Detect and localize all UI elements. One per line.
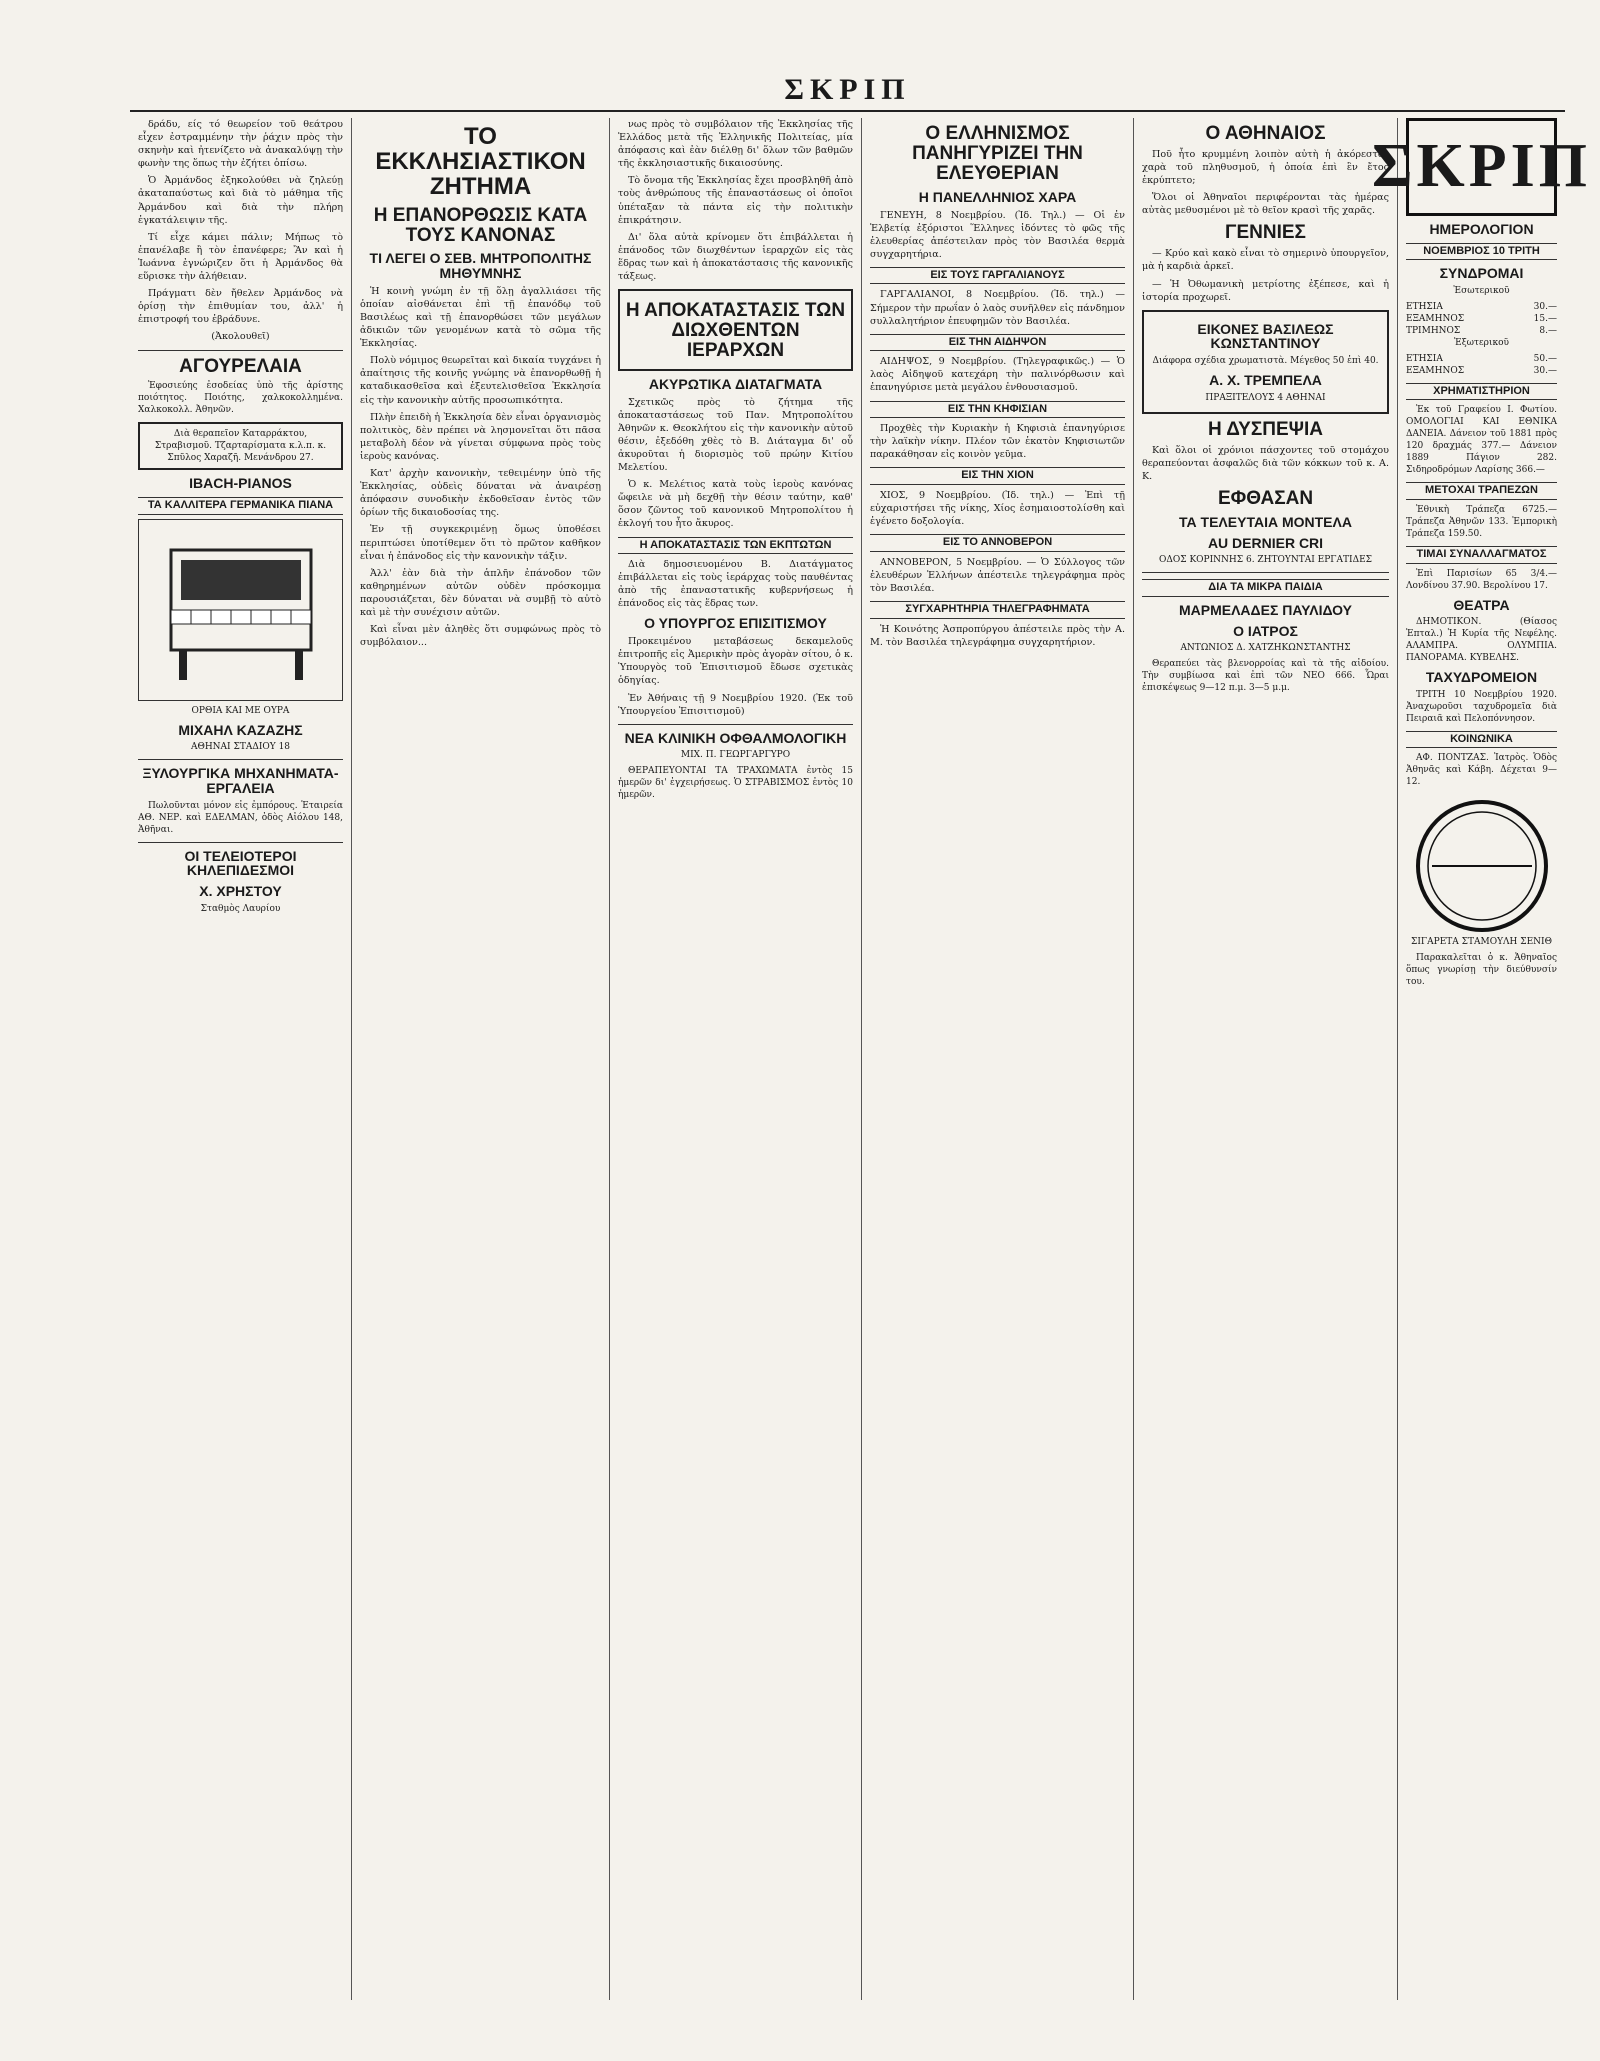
article-text: ΑΙΔΗΨΟΣ, 9 Νοεμβρίου. (Τηλεγραφικῶς.) — Ὁ λαὸς Αἰδηψοῦ κατεχάρη τὴν παλινόρθωσιν καὶ ἐπανηγύρισε μετὰ μεγάλου ἐνθουσιασμοῦ. xyxy=(870,356,1125,394)
ad-name: Χ. ΧΡΗΣΤΟΥ xyxy=(199,883,282,900)
ad-title: Η ΔΥΣΠΕΨΙΑ xyxy=(1207,418,1324,440)
logo-text: ΣΚΡΙΠ xyxy=(1372,132,1591,201)
article-text: Πράγματι δὲν ἤθελεν Ἀρμάνδος νὰ ὁρίσῃ τὴν ἐπιθυμίαν του, ἀλλ' ἡ ἐπιστροφή του ἐβράδυνε. xyxy=(138,288,343,326)
section-heading: ΓΕΝΝΙΕΣ xyxy=(1225,222,1306,244)
section-heading: Η ΑΠΟΚΑΤΑΣΤΑΣΙΣ ΤΩΝ ΕΚΠΤΩΤΩΝ xyxy=(618,537,853,555)
section-heading: ΕΙΣ ΤΗΝ ΧΙΟΝ xyxy=(870,467,1125,485)
headline: Ο ΑΘΗΝΑΙΟΣ xyxy=(1205,123,1326,144)
article-text: Διὰ δημοσιευομένου Β. Διατάγματος ἐπιβάλλεται εἰς τοὺς ἱεράρχας τοὺς παυθέντας ἀπὸ τῆς ἐπαναστατικῆς κυβερνήσεως ἡ ἐπάνοδος εἰς τὰς ἕδρας των. xyxy=(618,559,853,610)
headline: Ο ΕΛΛΗΝΙΣΜΟΣ ΠΑΝΗΓΥΡΙΖΕΙ ΤΗΝ ΕΛΕΥΘΕΡΙΑΝ xyxy=(912,123,1083,184)
ad-title: ΑΓΟΥΡΕΛΑΙΑ xyxy=(179,355,302,377)
headline: Η ΑΠΟΚΑΤΑΣΤΑΣΙΣ ΤΩΝ ΔΙΩΧΘΕΝΤΩΝ ΙΕΡΑΡΧΩΝ xyxy=(625,300,846,361)
ad-address: Σταθμὸς Λαυρίου xyxy=(200,903,281,914)
article-text: Κατ' ἀρχὴν κανονικὴν, τεθειμένην ὑπὸ τῆς Ἐκκλησίας, οὐδεὶς δύναται νὰ ἀναιρέσῃ ἀπόφασιν συνοδικὴν ἐκδοθεῖσαν ἐντὸς τῶν ὁρίων τῆς δικαιοδοσίας της. xyxy=(360,468,601,519)
ad-address: ΟΔΟΣ ΚΟΡΙΝΝΗΣ 6. ΖΗΤΟΥΝΤΑΙ ΕΡΓΑΤΙΔΕΣ xyxy=(1158,555,1373,566)
column-4 xyxy=(862,118,1134,2000)
ad-box xyxy=(1142,310,1389,414)
ad-address: ΑΘΗΝΑΙ ΣΤΑΔΙΟΥ 18 xyxy=(190,742,291,753)
section-heading: Ο ΥΠΟΥΡΓΟΣ ΕΠΙΣΙΤΙΣΜΟΥ xyxy=(644,615,827,632)
rate-row: ΕΞΑΜΗΝΟΣ 30.— xyxy=(1406,365,1557,376)
ad-title: ΔΙΑ ΤΑ ΜΙΚΡΑ ΠΑΙΔΙΑ xyxy=(1142,579,1389,597)
newspaper-page xyxy=(130,70,1591,2000)
article-text: ΤΡΙΤΗ 10 Νοεμβρίου 1920. Ἀναχωροῦσι ταχυδρομεῖα διὰ Πειραιᾶ καὶ Πελοπόννησον. xyxy=(1406,689,1557,724)
ad-title: Ο ΙΑΤΡΟΣ xyxy=(1233,622,1298,639)
article-text: Ὅλοι οἱ Ἀθηναῖοι περιφέρονται τὰς ἡμέρας αὐτὰς μεθυσμένοι μὲ τὸ θεῖον κρασὶ τῆς χαρᾶς. xyxy=(1142,192,1389,217)
article-text: Καὶ εἶναι μὲν ἀληθὲς ὅτι συμφώνως πρὸς τὸ συμβόλαιον... xyxy=(360,624,601,649)
logo xyxy=(1372,118,1591,216)
article-text: Ἐθνικὴ Τράπεζα 6725.— Τράπεζα Ἀθηνῶν 133. Ἐμπορικὴ Τράπεζα 159.50. xyxy=(1406,505,1557,540)
section-heading: ΘΕΑΤΡΑ xyxy=(1453,596,1510,613)
article-text: Ἡ Κοινότης Ἀσπροπύργου ἀπέστειλε πρὸς τὴν Α. Μ. τὸν Βασιλέα τηλεγράφημα συγχαρητήριον. xyxy=(870,623,1125,648)
rates-domestic xyxy=(1406,301,1557,337)
article-text: δράδυ, είς τό θεωρείον τοῦ θεάτρου εἶχεν ἐστραμμένην τὴν ῥάχιν πρὸς τὴν σκηνὴν καὶ ἠτενίζετο νὰ ἀνακαλύψῃ τὴν φωνὴν της ὅπως τὴν ἐζήτει ὀπίσω. xyxy=(138,119,343,170)
ad-address: ΠΡΑΞΙΤΕΛΟΥΣ 4 ΑΘΗΝΑΙ xyxy=(1205,392,1326,403)
masthead xyxy=(130,70,1565,112)
subheadline: Η ΕΠΑΝΟΡΘΩΣΙΣ ΚΑΤΑ ΤΟΥΣ ΚΑΝΟΝΑΣ xyxy=(373,204,588,246)
column-5 xyxy=(1134,118,1398,2000)
article-text: Προχθὲς τὴν Κυριακὴν ἡ Κηφισιὰ ἐπανηγύρισε τὴν λαϊκὴν νίκην. Πλέον τῶν ἑκατὸν Κηφισιωτῶν παρακάθησαν εἰς κοινὸν γεῦμα. xyxy=(870,423,1125,461)
ad-title: ΕΙΚΟΝΕΣ ΒΑΣΙΛΕΩΣ ΚΩΝΣΤΑΝΤΙΝΟΥ xyxy=(1197,320,1334,352)
ad-title: ΕΦΘΑΣΑΝ xyxy=(1217,488,1314,509)
article-text: Πλὴν ἐπειδὴ ἡ Ἐκκλησία δὲν εἶναι ὀργανισμὸς πολιτικὸς, δὲν πρέπει νὰ λησμονεῖται ὅτι πᾶσα μεταβολὴ δέον νὰ γίνεται σύμφωνα πρὸς τοὺς ἱεροὺς κανόνας. xyxy=(360,411,601,462)
subheadline: Η ΠΑΝΕΛΛΗΝΙΟΣ ΧΑΡΑ xyxy=(918,188,1077,205)
section-heading: ΣΥΓΧΑΡΗΤΗΡΙΑ ΤΗΛΕΓΡΑΦΗΜΑΤΑ xyxy=(870,601,1125,619)
article-text: Ἐκ τοῦ Γραφείου Ι. Φωτίου. ΟΜΟΛΟΓΙΑΙ ΚΑΙ ΕΘΝΙΚΑ ΔΑΝΕΙΑ. Δάνειον τοῦ 1881 πρὸς 120 δραχμάς 377.— Δάνειον 1889 Πάγιον 282. Σιδηροδρόμων Λαρίσης 366.— xyxy=(1406,405,1557,476)
ad-title: ΝΕΑ ΚΛΙΝΙΚΗ ΟΦΘΑΛΜΟΛΟΓΙΚΗ xyxy=(624,729,847,746)
section-heading: ΕΙΣ ΤΗΝ ΑΙΔΗΨΟΝ xyxy=(870,334,1125,352)
article-text: ΑΦ. ΠΟΝΤΖΑΣ. Ἰατρὸς. Ὁδὸς Ἀθηνᾶς καὶ Κάβη. Δέχεται 9—12. xyxy=(1406,753,1557,788)
rate-row: ΕΤΗΣΙΑ 30.— xyxy=(1406,301,1557,312)
section-heading: ΕΙΣ ΤΟΥΣ ΓΑΡΓΑΛΙΑΝΟΥΣ xyxy=(870,267,1125,285)
piano-icon xyxy=(151,530,331,690)
article-text: Ὁ κ. Μελέτιος κατὰ τοὺς ἱεροὺς κανόνας ὤφειλε νὰ μὴ δεχθῇ τὴν θέσιν ταύτην, καθ' ὅσον ζῶντος τοῦ κανονικοῦ Μητροπολίτου ἡ ἐκλογή του ἦτο ἄκυρος. xyxy=(618,479,853,530)
article-text: ΧΙΟΣ, 9 Νοεμβρίου. (Ἰδ. τηλ.) — Ἐπὶ τῇ εὐχαριστήσει τῆς νίκης, Χίος ἐσημαιοστολίσθη καὶ ἐγένετο δοξολογία. xyxy=(870,489,1125,528)
column-3 xyxy=(610,118,862,2000)
ad-subtitle: ΜΑΡΜΕΛΑΔΕΣ ΠΑΥΛΙΔΟΥ xyxy=(1178,601,1353,618)
article-text: Δι' ὅλα αὐτὰ κρίνομεν ὅτι ἐπιβάλλεται ἡ ἐπάνοδος τῶν διωχθέντων ἱεραρχῶν εἰς τὰς ἕδρας των καὶ ἡ ἀποκατάστασις τῆς κανονικῆς τάξεως. xyxy=(618,231,853,283)
ad-title: IBACH-PIANOS xyxy=(189,475,292,492)
article-text: — Ἡ Ὀθωμανικὴ μετρίοτης ἐξέπεσε, καὶ ἡ ἱστορία προχωρεῖ. xyxy=(1142,278,1389,303)
ad-title: ΞΥΛΟΥΡΓΙΚΑ ΜΗΧΑΝΗΜΑΤΑ-ΕΡΓΑΛΕΙΑ xyxy=(142,765,339,797)
ad-subtitle: ΤΑ ΤΕΛΕΥΤΑΙΑ ΜΟΝΤΕΛΑ xyxy=(1179,513,1352,530)
ad-text: Ἐφοσιεύης ἐσοδείας ὑπὸ τῆς ἀρίστης ποιότητος. Ποιότης, χαλκοκολλημένα. Χαλκοκολλ. Ἀθηνῶν. xyxy=(138,381,343,416)
article-text: Τί εἶχε κάμει πάλιν; Μήπως τὸ ἐπανέλαβε ἢ τὸν ἐπανέφερε; Ἂν καὶ ἡ Ἰωάννα ἐγνώριζεν ὅτι ἡ Ἀρμάνδος θὰ εὕρισκε τὴν ἀλήθειαν. xyxy=(138,231,343,283)
ad-text: ΘΕΡΑΠΕΥΟΝΤΑΙ ΤΑ ΤΡΑΧΩΜΑΤΑ ἐντὸς 15 ἡμερῶν δι' ἐγχειρήσεως. Ὁ ΣΤΡΑΒΙΣΜΟΣ ἐντὸς 10 ἡμερῶν. xyxy=(618,766,853,801)
article-text: Πολὺ νόμιμος θεωρεῖται καὶ δικαία τυγχάνει ἡ ἀπαίτησις τῆς κοινῆς γνώμης νὰ ἐπανορθωθῇ ἡ καταδικασθεῖσα καὶ ἐξευτελισθεῖσα Ἐκκλησία εἰς τὴν κανονικὴν αὐτῆς προσωπικότητα. xyxy=(360,355,601,406)
article-text: Τὸ ὄνομα τῆς Ἐκκλησίας ἔχει προσβληθῆ ἀπὸ τοὺς ἀνθρώπους τῆς ἐπαναστάσεως οἱ ὁποῖοι ὑπέταξαν τὰ πάντα εἰς τὴν πολιτικὴν ἐπικράτησιν. xyxy=(618,175,853,226)
article-text: Σχετικῶς πρὸς τὸ ζήτημα τῆς ἀποκαταστάσεως τοῦ Παν. Μητροπολίτου Ἀθηνῶν κ. Θεοκλήτου εἰς τὴν κανονικὴν αὐτοῦ θέσιν, ἐξεδόθη χθὲς τὸ Β. Διάταγμα δι' οὗ ἀκυροῦται ἡ διορισμὸς τοῦ πρώην Κιτίου Μελετίου. xyxy=(618,396,853,474)
subheadline: ΑΚΥΡΩΤΙΚΑ ΔΙΑΤΑΓΜΑΤΑ xyxy=(648,375,823,392)
ad-text: Πωλοῦνται μόνον εἰς ἐμπόρους. Ἑταιρεία ΑΘ. ΝΕΡ. καὶ ΕΔΕΛΜΑΝ, ὁδὸς Αἰόλου 148, Ἀθῆναι. xyxy=(138,800,343,835)
column-1 xyxy=(130,118,352,2000)
article-text: ΓΕΝΕΥΗ, 8 Νοεμβρίου. (Ἰδ. Τηλ.) — Οἱ ἐν Ἑλβετίᾳ ἐξόριστοι Ἕλληνες ἰδόντες τὸ φῶς τῆς ἐλευθερίας ἀπέστειλαν πρὸς τὸν Βασιλέα θερμὰ συγχαρητήρια. xyxy=(870,209,1125,260)
ad-text: Καὶ ὅλοι οἱ χρόνιοι πάσχοντες τοῦ στομάχου θεραπεύονται ἀσφαλῶς διὰ τῶν κόκκων τοῦ κ. Α. Κ. xyxy=(1142,444,1389,482)
article-text: νως πρὸς τὸ συμβόλαιον τῆς Ἐκκλησίας τῆς Ἑλλάδος μετὰ τῆς Ἑλληνικῆς Πολιτείας, μία ἀπόφασις καὶ ἐὰν διέλθῃ δι' ὅλων τῶν βαθμῶν τῆς ἐκκλησιαστικῆς δικαιοσύνης. xyxy=(618,119,853,170)
section-heading: ΕΙΣ ΤΟ ΑΝΝΟΒΕΡΟΝ xyxy=(870,534,1125,552)
section-heading: ΕΙΣ ΤΗΝ ΚΗΦΙΣΙΑΝ xyxy=(870,401,1125,419)
rates-foreign xyxy=(1406,353,1557,377)
column-2 xyxy=(352,118,610,2000)
article-text: Ἐν τῇ συγκεκριμένῃ ὅμως ὑποθέσει περιπτώσει ὑποτίθεμεν ὅτι τὸ πρῶτον καθῆκον εἶναι ἡ ἐπάνοδος εἰς τὴν κανονικὴν τάξιν. xyxy=(360,524,601,562)
section-heading: ΧΡΗΜΑΤΙΣΤΗΡΙΟΝ xyxy=(1406,383,1557,401)
section-heading: ΤΙΜΑΙ ΣΥΝΑΛΛΑΓΜΑΤΟΣ xyxy=(1406,546,1557,564)
section-heading: ΜΕΤΟΧΑΙ ΤΡΑΠΕΖΩΝ xyxy=(1406,482,1557,500)
piano-illustration xyxy=(138,519,343,701)
ad-text: Διὰ θεραπεῖον Καταρράκτου, Στραβισμοῦ. Τζαρταρίσματα κ.λ.π. κ. Σπῦλος Χαραζῆ. Μενάνδρου 27. xyxy=(154,429,327,464)
article-text: ΔΗΜΟΤΙΚΟΝ. (Θίασος Ἑπταλ.) Ἡ Κυρία τῆς Νεφέλης. ΑΛΑΜΠΡΑ. ΟΛΥΜΠΙΑ. ΠΑΝΟΡΑΜΑ. ΚΥΒΕΛΗΣ. xyxy=(1406,617,1557,664)
headline: ΤΟ ΕΚΚΛΗΣΙΑΣΤΙΚΟΝ ΖΗΤΗΜΑ xyxy=(375,123,586,201)
calendar-heading: ΗΜΕΡΟΛΟΓΙΟΝ xyxy=(1429,221,1534,237)
article-text: ΑΝΝΟΒΕΡΟΝ, 5 Νοεμβρίου. — Ὁ Σύλλογος τῶν ἐλευθέρων Ἑλλήνων ἀπέστειλε τηλεγράφημα πρὸς τὸν Βασιλέα. xyxy=(870,556,1125,594)
article-text: Ποῦ ἦτο κρυμμένη λοιπὸν αὐτὴ ἡ ἀκόρεστος χαρὰ τοῦ πληθυσμοῦ, ἡ ὁποία ἐπὶ ἓν ἔτος ἐκρύπτετο; xyxy=(1142,148,1389,187)
article-text: ΓΑΡΓΑΛΙΑΝΟΙ, 8 Νοεμβρίου. (Ἰδ. τηλ.) — Σήμερον τὴν πρωΐαν ὁ λαὸς συνῆλθεν εἰς πάνδημον συλλαλητήριον ἐπευφημῶν τὸν Βασιλέα. xyxy=(870,289,1125,327)
column-6 xyxy=(1372,118,1591,2000)
ad-text: Διάφορα σχέδια χρωματιστὰ. Μέγεθος 50 ἐπὶ 40. xyxy=(1152,356,1379,367)
rate-row: ΤΡΙΜΗΝΟΣ 8.— xyxy=(1406,325,1557,336)
article-text: Προκειμένου μεταβάσεως δεκαμελοῦς ἐπιτροπῆς εἰς Ἀμερικὴν πρὸς ἀγορὰν σίτου, ὁ κ. Ὑπουργὸς τοῦ Ἐπισιτισμοῦ ἔδωσε σχετικὰς ὁδηγίας. xyxy=(618,636,853,687)
ad-name: ΑΝΤΩΝΙΟΣ Δ. ΧΑΤΖΗΚΩΝΣΤΑΝΤΗΣ xyxy=(1180,643,1351,654)
ad-name: ΜΙΧ. Π. ΓΕΩΡΓΑΡΓΥΡΟ xyxy=(680,750,791,761)
ad-subtitle: ΤΑ ΚΑΛΛΙΤΕΡΑ ΓΕΡΜΑΝΙΚΑ ΠΙΑΝΑ xyxy=(138,497,343,515)
stamp-ad xyxy=(1406,796,1557,936)
article-text: Ἀλλ' ἐὰν διὰ τὴν ἁπλῆν ἐπάνοδον τῶν καθηρημένων αὐτῶν οὐδὲν πρόσκομμα παρουσιάζεται, δὲν δύναται νὰ συμβῇ τὸ αὐτὸ καὶ μὲ τὴν συνέχισιν αὐτῶν. xyxy=(360,567,601,618)
ad-name: Α. Χ. ΤΡΕΜΠΕΛΑ xyxy=(1209,372,1322,389)
continued-note: (Ἀκολουθεῖ) xyxy=(211,331,270,343)
ad-text: Θεραπεύει τὰς βλενορροίας καὶ τὰ τῆς αἰδοίου. Τὴν συμβίωσα καὶ ἐπὶ τῶν ΝΕΟ 666. Ὧραι ἐπισκέψεως 9—12 π.μ. 3—5 μ.μ. xyxy=(1142,659,1389,694)
subscriptions-sub: Ἐσωτερικοῦ xyxy=(1453,285,1510,296)
section-heading: ΤΑΧΥΔΡΟΜΕΙΟΝ xyxy=(1425,669,1538,686)
ad-box xyxy=(138,422,343,470)
subscriptions-sub: Ἐξωτερικοῦ xyxy=(1454,337,1509,348)
article-text: Ἐν Ἀθήναις τῇ 9 Νοεμβρίου 1920. (Ἐκ τοῦ Ὑπουργείου Ἐπισιτισμοῦ) xyxy=(618,692,853,717)
stamp-icon xyxy=(1412,796,1552,936)
article-text: Ἡ κοινὴ γνώμη ἐν τῇ ὅλῃ ἀγαλλιάσει τῆς ὁποίαν αἰσθάνεται ἐπὶ τῇ ἐπανόδῳ τοῦ Βασιλέως καὶ τῇ ἐπανορθώσει τῶν μεγάλων ἀδικιῶν τῶν γενομένων κατὰ τὸ σῶμα τῆς Ἐκκλησίας. xyxy=(360,285,601,350)
stamp-text: ΣΙΓΑΡΕΤΑ ΣΤΑΜΟΥΛΗ ΣΕΝΙΘ xyxy=(1410,937,1552,948)
ad-agent: ΜΙΧΑΗΛ ΚΑΖΑΖΗΣ xyxy=(178,721,303,738)
article-text: Παρακαλεῖται ὁ κ. Ἀθηναῖος ὅπως γνωρίσῃ τὴν διεύθυνσίν του. xyxy=(1406,953,1557,988)
rate-row: ΕΤΗΣΙΑ 50.— xyxy=(1406,353,1557,364)
ad-caption: ΟΡΘΙΑ ΚΑΙ ΜΕ ΟΥΡΑ xyxy=(191,705,290,716)
masthead-title: ΣΚΡΙΠ xyxy=(784,73,911,106)
rate-row: ΕΞΑΜΗΝΟΣ 15.— xyxy=(1406,313,1557,324)
article-text: Ὁ Ἀρμάνδος ἐξηκολούθει νὰ ζηλεύῃ ἀκαταπαύστως καὶ διὰ τὸ μάθημα τῆς Ἀρμάνδου καὶ διὰ τὴν πλήρη ἐγκατάλειψιν τῆς. xyxy=(138,175,343,226)
subscriptions-heading: ΣΥΝΔΡΟΜΑΙ xyxy=(1439,265,1524,282)
article-text: Ἐπὶ Παρισίων 65 3/4.— Λονδίνου 37.90. Βερολίνου 17. xyxy=(1406,568,1557,591)
subheadline: ΤΙ ΛΕΓΕΙ Ο ΣΕΒ. ΜΗΤΡΟΠΟΛΙΤΗΣ ΜΗΘΥΜΝΗΣ xyxy=(369,250,592,282)
article-text: — Κρύο καὶ κακὸ εἶναι τὸ σημερινὸ ὑπουργεῖον, μὰ ἡ καρδιὰ ἀρκεῖ. xyxy=(1142,248,1389,273)
headline-box xyxy=(618,289,853,371)
ad-name: AU DERNIER CRI xyxy=(1207,534,1324,551)
ad-title: ΟΙ ΤΕΛΕΙΟΤΕΡΟΙ ΚΗΛΕΠΙΔΕΣΜΟΙ xyxy=(184,847,297,879)
calendar-date: ΝΟΕΜΒΡΙΟΣ 10 ΤΡΙΤΗ xyxy=(1406,243,1557,261)
section-heading: ΚΟΙΝΩΝΙΚΑ xyxy=(1406,731,1557,749)
